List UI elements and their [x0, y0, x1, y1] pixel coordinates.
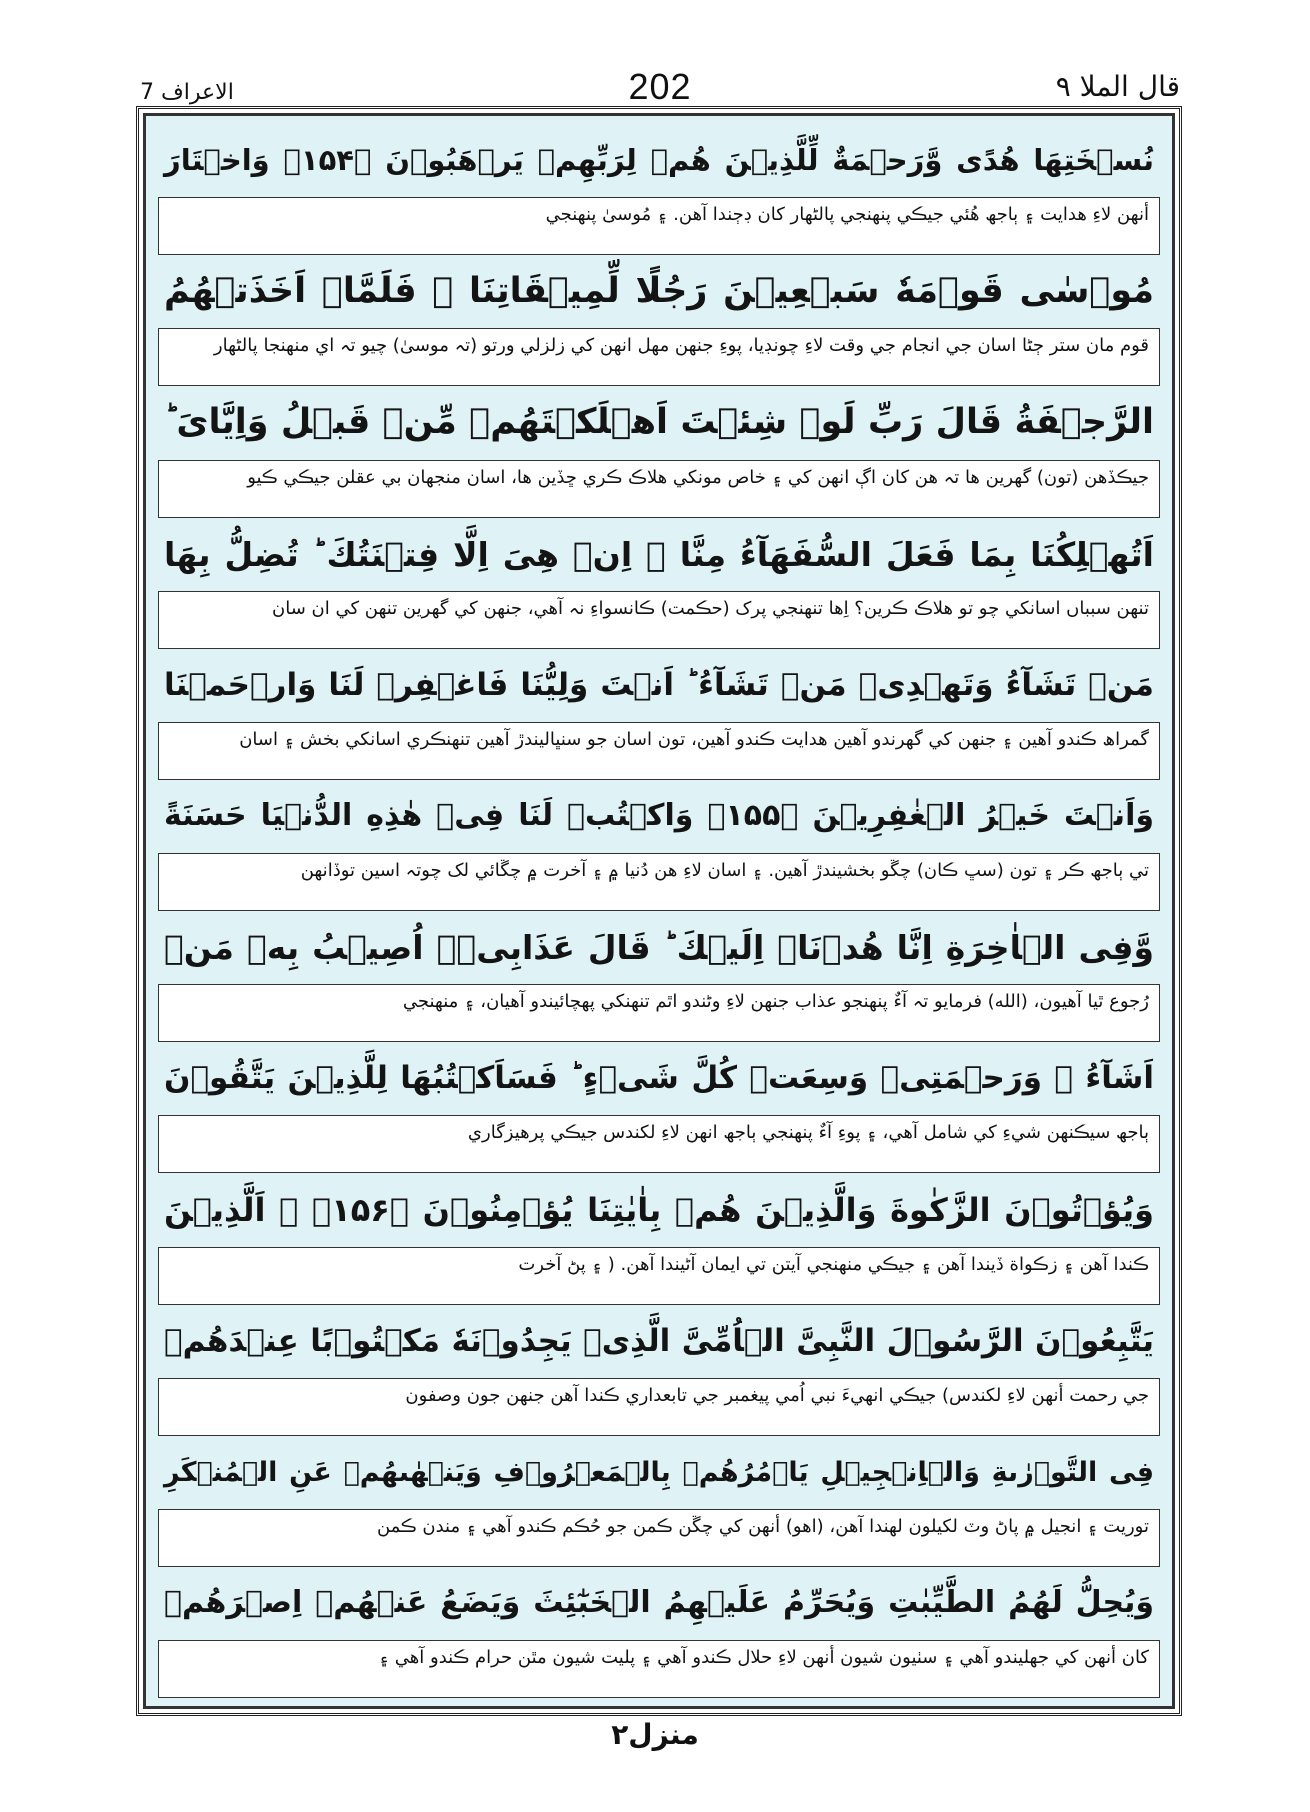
translation-line: أنهن لاءِ هدايت ۽ ٻاجھ ھُئي جيڪي پنھنجي پالڻھار کان ڊڄندا آھن. ۽ مُوسىٰ پنھنجي	[158, 197, 1160, 255]
translation-line: جي رحمت أنھن لاءِ لکندس) جيڪي انھيءَ نبي اُمي پيغمبر جي تابعداري ڪندا آھن جنھن جون وصفون	[158, 1378, 1160, 1436]
arabic-line: فِى التَّوۡرٰٮةِ وَالۡاِنۡجِيۡلِ يَاۡمُرُهُمۡ بِالۡمَعۡرُوۡفِ وَيَنۡهٰٮهُمۡ عَنِ الۡمُنۡكَرِ	[164, 1456, 1154, 1488]
translation-line: قوم مان ستر ڄڻا اسان جي انجام جي وقت لاءِ چونڊيا، پوءِ جنھن مھل انھن کي زلزلي ورتو (تہ موسىٰ) چيو تہ اي منھنجا پالڻھار	[158, 328, 1160, 386]
verse-block	[158, 1567, 1160, 1698]
arabic-line: اَتُهۡلِكُنَا بِمَا فَعَلَ السُّفَهَآءُ مِنَّا ۚ اِنۡ هِىَ اِلَّا فِتۡنَتُكَ ؕ تُضِلُّ بِهَا	[164, 534, 1154, 574]
verse-block	[158, 1305, 1160, 1436]
arabic-line: الرَّجۡفَةُ قَالَ رَبِّ لَوۡ شِئۡتَ اَهۡلَكۡتَهُمۡ مِّنۡ قَبۡلُ وَاِيَّاىَ ؕ	[164, 402, 1154, 443]
arabic-line: مُوۡسٰى قَوۡمَهٗ سَبۡعِيۡنَ رَجُلًا لِّمِيۡقَاتِنَا ۚ فَلَمَّاۤ اَخَذَتۡهُمُ	[164, 271, 1154, 312]
verse-block	[158, 518, 1160, 649]
verse-block	[158, 1436, 1160, 1567]
page-number: 202	[628, 66, 692, 107]
verse-block	[158, 386, 1160, 517]
translation-line: جيڪڏھن (تون) گھرين ھا تہ ھن کان اڳ انھن کي ۽ خاص مونکي ھلاڪ ڪري ڇڏين ھا، اسان منجھان بي عقلن جيڪي ڪيو	[158, 460, 1160, 518]
verse-block	[158, 911, 1160, 1042]
arabic-line: وَاَنۡتَ خَيۡرُ الۡغٰفِرِيۡنَ ﴿۱۵۵﴾ وَاكۡتُبۡ لَنَا فِىۡ هٰذِهِ الدُّنۡيَا حَسَنَةً	[164, 798, 1155, 834]
translation-line: توريت ۽ انجيل ۾ پاڻ وٽ لکيلون لھندا آھن، (اھو) أنھن کي چڱن ڪمن جو حُڪم ڪندو آھي ۽ مندن ڪمن	[158, 1509, 1160, 1567]
arabic-line: يَتَّبِعُوۡنَ الرَّسُوۡلَ النَّبِىَّ الۡاُمِّىَّ الَّذِىۡ يَجِدُوۡنَهٗ مَكۡتُوۡبًا عِنۡدَهُمۡ	[164, 1322, 1154, 1359]
arabic-line: وَيُحِلُّ لَهُمُ الطَّيِّبٰتِ وَيُحَرِّمُ عَلَيۡهِمُ الۡخَبٰٓئِثَ وَيَضَعُ عَنۡهُمۡ اِصۡرَهُمۡ	[164, 1585, 1154, 1621]
page-header	[140, 62, 1180, 112]
translation-line: ٻاجھ سيڪنھن شيءِ کي شامل آھي، ۽ پوءِ آءٌ پنھنجي ٻاجھ انھن لاءِ لکندس جيڪي پرھيزگاري	[158, 1115, 1160, 1173]
page-content	[143, 113, 1175, 1709]
arabic-line: اَشَآءُ ۚ وَرَحۡمَتِىۡ وَسِعَتۡ كُلَّ شَىۡءٍ ؕ فَسَاَكۡتُبُهَا لِلَّذِيۡنَ يَتَّقُوۡنَ	[164, 1060, 1154, 1097]
translation-line: کان أنھن کي جھليندو آھي ۽ سٺيون شيون أنھن لاءِ حلال ڪندو آھي ۽ پليت شيون مٿن حرام ڪندو آھي ۽	[158, 1640, 1160, 1698]
translation-line: تنھن سبباں اسانکي چو تو ھلاڪ ڪرين؟ اِھا تنھنجي پرک (حڪمت) ڪانسواءِ نہ آھي، جنھن کي گھرين تنھن کي ان سان	[158, 591, 1160, 649]
verse-block	[158, 1173, 1160, 1304]
translation-line: ڪندا آھن ۽ زڪواة ڏيندا آھن ۽ جيڪي منھنجي آيتن تي ايمان آڻيندا آھن. ( ۽ پڻ آخرت	[158, 1247, 1160, 1305]
surah-name: الاعراف 7	[140, 80, 234, 105]
page-frame	[136, 106, 1182, 1716]
verse-block	[158, 124, 1160, 255]
arabic-line: نُسۡخَتِهَا هُدًى وَّرَحۡمَةٌ لِّلَّذِيۡنَ هُمۡ لِرَبِّهِمۡ يَرۡهَبُوۡنَ ﴿۱۵۴﴾ وَاخۡتَارَ	[164, 143, 1154, 178]
verse-block	[158, 780, 1160, 911]
verse-block	[158, 649, 1160, 780]
verse-block	[158, 255, 1160, 386]
arabic-line: وَّفِى الۡاٰخِرَةِ اِنَّا هُدۡنَاۤ اِلَيۡكَ ؕ قَالَ عَذَابِىۡۤ اُصِيۡبُ بِهٖ مَنۡ	[164, 928, 1154, 968]
arabic-line: وَيُؤۡتُوۡنَ الزَّكٰوةَ وَالَّذِيۡنَ هُمۡ بِاٰيٰتِنَا يُؤۡمِنُوۡنَ ﴿۱۵۶﴾ ۚ اَلَّذِيۡنَ	[164, 1190, 1154, 1229]
verse-block	[158, 1042, 1160, 1173]
translation-line: گمراھ ڪندو آھين ۽ جنھن کي گھرندو آھين ھدايت ڪندو آھين، تون اسان جو سنڀاليندڙ آھين تنھنڪري اسانکي بخش ۽ اسان	[158, 722, 1160, 780]
manzil-marker: منزل٢	[611, 1718, 699, 1751]
translation-line: رُجوع ٿيا آھيون، (الله) فرمايو تہ آءٌ پنھنجو عذاب جنھن لاءِ وڻندو اٿم تنھنکي پھچائيندو آھيان، ۽ منھنجي	[158, 984, 1160, 1042]
arabic-line: مَنۡ تَشَآءُ وَتَهۡدِىۡ مَنۡ تَشَآءُ ؕ اَنۡتَ وَلِيُّنَا فَاغۡفِرۡ لَنَا وَارۡحَمۡنَا	[164, 666, 1154, 703]
juz-name: قال الملا ٩	[1055, 70, 1180, 103]
translation-line: تي ٻاجھ ڪر ۽ تون (سڀ ڪان) چڱو بخشيندڙ آھين. ۽ اسان لاءِ ھن دُنيا ۾ ۽ آخرت ۾ چڱائي لک چوتہ اسين توڏانھن	[158, 853, 1160, 911]
